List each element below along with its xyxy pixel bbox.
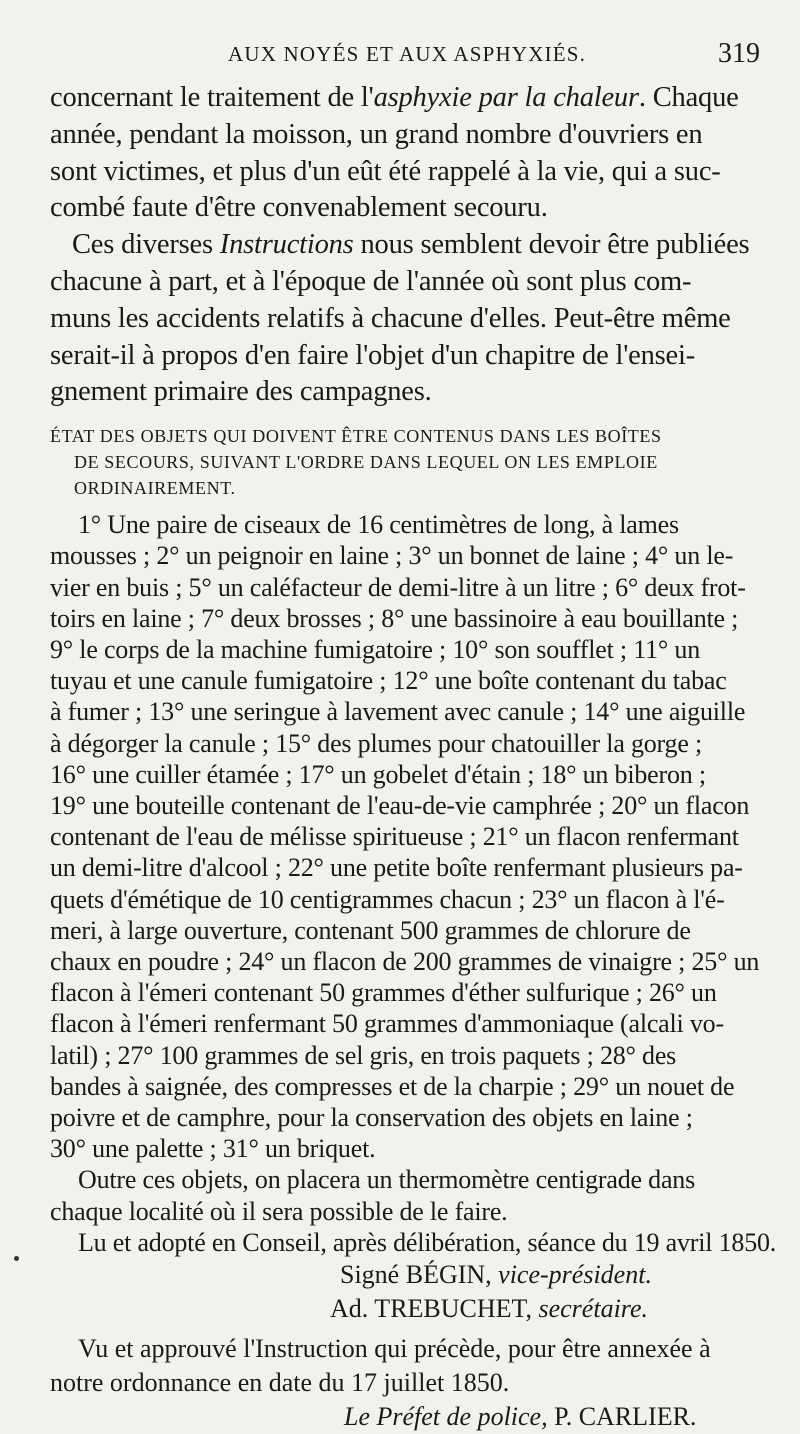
running-title: AUX NOYÉS ET AUX ASPHYXIÉS. xyxy=(228,42,587,66)
approval-line: notre ordonnance en date du 17 juillet 1850. xyxy=(50,1368,510,1398)
list-line: meri, à large ouverture, contenant 500 grammes de chlorure de xyxy=(50,915,691,945)
heading-line: DE SECOURS, SUIVANT L'ORDRE DANS LEQUEL ON LES EMPLOIE xyxy=(74,452,658,473)
text-line: sont victimes, et plus d'un eût été rappelé à la vie, qui a suc- xyxy=(50,155,721,187)
list-line: latil) ; 27° 100 grammes de sel gris, en trois paquets ; 28° des xyxy=(50,1040,677,1070)
list-line: tuyau et une canule fumigatoire ; 12° une boîte contenant du tabac xyxy=(50,666,727,696)
list-line: toirs en laine ; 7° deux brosses ; 8° une bassinoire à eau bouillante ; xyxy=(50,603,739,633)
items-list xyxy=(50,509,777,1258)
list-line: Lu et adopté en Conseil, après délibération, séance du 19 avril 1850. xyxy=(78,1227,777,1257)
signature-prefect: Le Préfet de police, P. CARLIER. xyxy=(344,1402,697,1432)
list-line: quets d'émétique de 10 centigrammes chacun ; 23° un flacon à l'é- xyxy=(50,884,725,914)
page-number: 319 xyxy=(718,38,760,69)
list-line: chaux en poudre ; 24° un flacon de 200 grammes de vinaigre ; 25° un xyxy=(50,947,760,977)
approval-line: Vu et approuvé l'Instruction qui précède, pour être annexée à xyxy=(78,1334,711,1364)
list-line: un demi-litre d'alcool ; 22° une petite boîte renfermant plusieurs pa- xyxy=(50,853,743,883)
body-text xyxy=(50,80,777,1434)
signature-block xyxy=(50,1258,756,1434)
list-line: chaque localité où il sera possible de le faire. xyxy=(50,1196,508,1226)
list-line: 16° une cuiller étamée ; 17° un gobelet d'étain ; 18° un biberon ; xyxy=(50,759,706,789)
heading-line: ÉTAT DES OBJETS QUI DOIVENT ÊTRE CONTENUS DANS LES BOÎTES xyxy=(50,426,662,447)
text-line: concernant le traitement de l'asphyxie par la chaleur. Chaque xyxy=(50,82,739,113)
list-line: 30° une palette ; 31° un briquet. xyxy=(50,1134,376,1164)
page-header xyxy=(0,38,800,74)
paragraph-asphyxie xyxy=(50,80,756,227)
signature-trebuchet: Ad. TREBUCHET, secrétaire. xyxy=(330,1294,648,1324)
text-line: serait-il à propos d'en faire l'objet d'un chapitre de l'ensei- xyxy=(50,339,695,371)
heading-line: ORDINAIREMENT. xyxy=(74,478,236,499)
list-line: 1° Une paire de ciseaux de 16 centimètres de long, à lames xyxy=(78,510,679,540)
list-line: flacon à l'émeri contenant 50 grammes d'éther sulfurique ; 26° un xyxy=(50,978,717,1008)
text-line: année, pendant la moisson, un grand nombre d'ouvriers en xyxy=(50,118,703,150)
margin-dot xyxy=(14,1256,19,1261)
list-line: contenant de l'eau de mélisse spiritueuse ; 21° un flacon renfermant xyxy=(50,822,739,852)
paragraph-instructions xyxy=(50,227,756,411)
text-line: gnement primaire des campagnes. xyxy=(50,376,432,408)
text-line: Ces diverses Instructions nous semblent devoir être publiées xyxy=(72,229,750,261)
signature-begin: Signé BÉGIN, vice-président. xyxy=(340,1260,652,1290)
list-line: Outre ces objets, on placera un thermomètre centigrade dans xyxy=(78,1165,695,1195)
list-line: à dégorger la canule ; 15° des plumes pour chatouiller la gorge ; xyxy=(50,728,703,758)
list-line: mousses ; 2° un peignoir en laine ; 3° un bonnet de laine ; 4° un le- xyxy=(50,541,734,571)
text-line: chacune à part, et à l'époque de l'année où sont plus com- xyxy=(50,265,692,297)
list-line: bandes à saignée, des compresses et de la charpie ; 29° un nouet de xyxy=(50,1071,735,1101)
list-line: flacon à l'émeri renfermant 50 grammes d'ammoniaque (alcali vo- xyxy=(50,1009,724,1039)
section-heading xyxy=(50,423,756,501)
text-line: combé faute d'être convenablement secouru. xyxy=(50,192,548,224)
list-line: vier en buis ; 5° un caléfacteur de demi-litre à un litre ; 6° deux frot- xyxy=(50,572,746,602)
list-line: poivre et de camphre, pour la conservation des objets en laine ; xyxy=(50,1103,693,1133)
list-line: 19° une bouteille contenant de l'eau-de-vie camphrée ; 20° un flacon xyxy=(50,791,750,820)
list-line: à fumer ; 13° une seringue à lavement avec canule ; 14° une aiguille xyxy=(50,697,746,727)
text-line: muns les accidents relatifs à chacune d'elles. Peut-être même xyxy=(50,302,731,334)
list-line: 9° le corps de la machine fumigatoire ; 10° son soufflet ; 11° un xyxy=(50,634,700,664)
